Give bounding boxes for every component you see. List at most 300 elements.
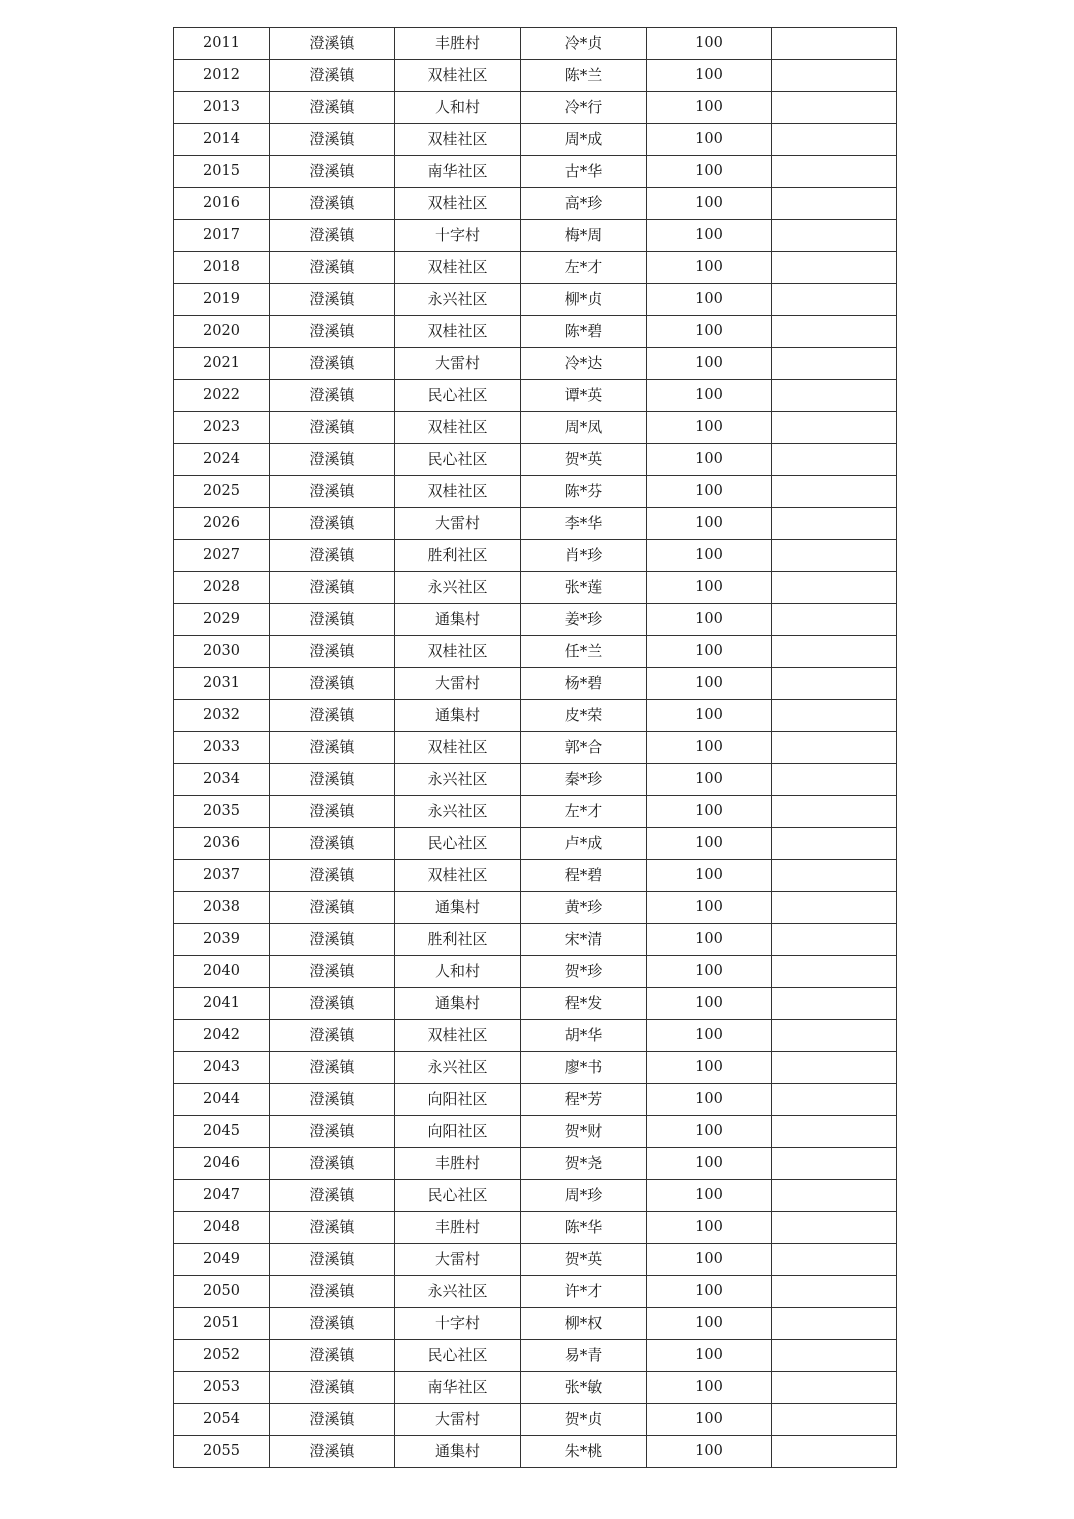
table-row	[174, 1116, 897, 1148]
village-cell: 民心社区	[395, 380, 521, 412]
town-cell: 澄溪镇	[270, 316, 395, 348]
amount-cell: 100	[647, 828, 772, 860]
village-cell: 双桂社区	[395, 188, 521, 220]
table-row	[174, 60, 897, 92]
row-number-cell: 2029	[174, 604, 270, 636]
amount-cell: 100	[647, 1308, 772, 1340]
row-number-cell: 2023	[174, 412, 270, 444]
town-cell: 澄溪镇	[270, 828, 395, 860]
name-cell: 贺*英	[521, 444, 647, 476]
name-cell: 张*莲	[521, 572, 647, 604]
name-cell: 周*凤	[521, 412, 647, 444]
row-number-cell: 2018	[174, 252, 270, 284]
name-cell: 梅*周	[521, 220, 647, 252]
remark-cell	[772, 892, 897, 924]
village-cell: 胜利社区	[395, 540, 521, 572]
remark-cell	[772, 508, 897, 540]
table-row	[174, 1436, 897, 1468]
table-row	[174, 316, 897, 348]
village-cell: 永兴社区	[395, 572, 521, 604]
table-row	[174, 1372, 897, 1404]
town-cell: 澄溪镇	[270, 1372, 395, 1404]
name-cell: 冷*贞	[521, 28, 647, 60]
amount-cell: 100	[647, 1148, 772, 1180]
town-cell: 澄溪镇	[270, 156, 395, 188]
table-row	[174, 988, 897, 1020]
town-cell: 澄溪镇	[270, 124, 395, 156]
amount-cell: 100	[647, 1084, 772, 1116]
village-cell: 南华社区	[395, 156, 521, 188]
name-cell: 冷*行	[521, 92, 647, 124]
table-row	[174, 1404, 897, 1436]
remark-cell	[772, 1020, 897, 1052]
remark-cell	[772, 220, 897, 252]
remark-cell	[772, 28, 897, 60]
town-cell: 澄溪镇	[270, 604, 395, 636]
village-cell: 永兴社区	[395, 1052, 521, 1084]
amount-cell: 100	[647, 1372, 772, 1404]
row-number-cell: 2025	[174, 476, 270, 508]
town-cell: 澄溪镇	[270, 700, 395, 732]
village-cell: 民心社区	[395, 1340, 521, 1372]
remark-cell	[772, 572, 897, 604]
remark-cell	[772, 1084, 897, 1116]
town-cell: 澄溪镇	[270, 188, 395, 220]
village-cell: 人和村	[395, 956, 521, 988]
remark-cell	[772, 860, 897, 892]
row-number-cell: 2017	[174, 220, 270, 252]
table-row	[174, 572, 897, 604]
name-cell: 卢*成	[521, 828, 647, 860]
amount-cell: 100	[647, 444, 772, 476]
amount-cell: 100	[647, 92, 772, 124]
row-number-cell: 2039	[174, 924, 270, 956]
town-cell: 澄溪镇	[270, 988, 395, 1020]
name-cell: 廖*书	[521, 1052, 647, 1084]
row-number-cell: 2012	[174, 60, 270, 92]
town-cell: 澄溪镇	[270, 732, 395, 764]
remark-cell	[772, 380, 897, 412]
row-number-cell: 2054	[174, 1404, 270, 1436]
name-cell: 程*芳	[521, 1084, 647, 1116]
row-number-cell: 2053	[174, 1372, 270, 1404]
remark-cell	[772, 956, 897, 988]
amount-cell: 100	[647, 1212, 772, 1244]
remark-cell	[772, 700, 897, 732]
name-cell: 李*华	[521, 508, 647, 540]
village-cell: 双桂社区	[395, 316, 521, 348]
name-cell: 贺*英	[521, 1244, 647, 1276]
amount-cell: 100	[647, 124, 772, 156]
amount-cell: 100	[647, 476, 772, 508]
name-cell: 柳*贞	[521, 284, 647, 316]
name-cell: 胡*华	[521, 1020, 647, 1052]
amount-cell: 100	[647, 892, 772, 924]
village-cell: 大雷村	[395, 1404, 521, 1436]
amount-cell: 100	[647, 700, 772, 732]
name-cell: 冷*达	[521, 348, 647, 380]
row-number-cell: 2043	[174, 1052, 270, 1084]
town-cell: 澄溪镇	[270, 1116, 395, 1148]
amount-cell: 100	[647, 1340, 772, 1372]
name-cell: 高*珍	[521, 188, 647, 220]
remark-cell	[772, 1308, 897, 1340]
name-cell: 左*才	[521, 252, 647, 284]
village-cell: 民心社区	[395, 1180, 521, 1212]
row-number-cell: 2050	[174, 1276, 270, 1308]
town-cell: 澄溪镇	[270, 1084, 395, 1116]
town-cell: 澄溪镇	[270, 220, 395, 252]
remark-cell	[772, 252, 897, 284]
name-cell: 宋*清	[521, 924, 647, 956]
table-row	[174, 540, 897, 572]
town-cell: 澄溪镇	[270, 444, 395, 476]
table-row	[174, 860, 897, 892]
village-cell: 双桂社区	[395, 732, 521, 764]
row-number-cell: 2044	[174, 1084, 270, 1116]
row-number-cell: 2038	[174, 892, 270, 924]
town-cell: 澄溪镇	[270, 956, 395, 988]
village-cell: 向阳社区	[395, 1116, 521, 1148]
row-number-cell: 2019	[174, 284, 270, 316]
row-number-cell: 2052	[174, 1340, 270, 1372]
table-row	[174, 412, 897, 444]
town-cell: 澄溪镇	[270, 284, 395, 316]
village-cell: 大雷村	[395, 508, 521, 540]
row-number-cell: 2042	[174, 1020, 270, 1052]
town-cell: 澄溪镇	[270, 540, 395, 572]
remark-cell	[772, 540, 897, 572]
row-number-cell: 2031	[174, 668, 270, 700]
row-number-cell: 2020	[174, 316, 270, 348]
row-number-cell: 2034	[174, 764, 270, 796]
name-cell: 周*成	[521, 124, 647, 156]
table-row	[174, 604, 897, 636]
town-cell: 澄溪镇	[270, 1244, 395, 1276]
amount-cell: 100	[647, 28, 772, 60]
remark-cell	[772, 348, 897, 380]
town-cell: 澄溪镇	[270, 924, 395, 956]
amount-cell: 100	[647, 1180, 772, 1212]
town-cell: 澄溪镇	[270, 92, 395, 124]
row-number-cell: 2022	[174, 380, 270, 412]
remark-cell	[772, 796, 897, 828]
table-row	[174, 476, 897, 508]
amount-cell: 100	[647, 572, 772, 604]
table-row	[174, 636, 897, 668]
table-row	[174, 380, 897, 412]
amount-cell: 100	[647, 668, 772, 700]
town-cell: 澄溪镇	[270, 1308, 395, 1340]
amount-cell: 100	[647, 60, 772, 92]
remark-cell	[772, 732, 897, 764]
remark-cell	[772, 60, 897, 92]
amount-cell: 100	[647, 188, 772, 220]
row-number-cell: 2051	[174, 1308, 270, 1340]
town-cell: 澄溪镇	[270, 60, 395, 92]
amount-cell: 100	[647, 252, 772, 284]
remark-cell	[772, 636, 897, 668]
row-number-cell: 2032	[174, 700, 270, 732]
amount-cell: 100	[647, 348, 772, 380]
table-row	[174, 764, 897, 796]
village-cell: 南华社区	[395, 1372, 521, 1404]
table-row	[174, 1148, 897, 1180]
village-cell: 双桂社区	[395, 60, 521, 92]
remark-cell	[772, 668, 897, 700]
remark-cell	[772, 1436, 897, 1468]
town-cell: 澄溪镇	[270, 764, 395, 796]
village-cell: 大雷村	[395, 668, 521, 700]
village-cell: 大雷村	[395, 1244, 521, 1276]
name-cell: 皮*荣	[521, 700, 647, 732]
amount-cell: 100	[647, 1436, 772, 1468]
row-number-cell: 2026	[174, 508, 270, 540]
remark-cell	[772, 92, 897, 124]
town-cell: 澄溪镇	[270, 1212, 395, 1244]
name-cell: 张*敏	[521, 1372, 647, 1404]
table-row	[174, 348, 897, 380]
town-cell: 澄溪镇	[270, 28, 395, 60]
table-row	[174, 284, 897, 316]
town-cell: 澄溪镇	[270, 1404, 395, 1436]
amount-cell: 100	[647, 1116, 772, 1148]
town-cell: 澄溪镇	[270, 348, 395, 380]
village-cell: 丰胜村	[395, 28, 521, 60]
amount-cell: 100	[647, 316, 772, 348]
village-cell: 通集村	[395, 988, 521, 1020]
name-cell: 柳*权	[521, 1308, 647, 1340]
town-cell: 澄溪镇	[270, 1052, 395, 1084]
row-number-cell: 2013	[174, 92, 270, 124]
name-cell: 朱*桃	[521, 1436, 647, 1468]
name-cell: 姜*珍	[521, 604, 647, 636]
table-row	[174, 892, 897, 924]
village-cell: 大雷村	[395, 348, 521, 380]
remark-cell	[772, 124, 897, 156]
row-number-cell: 2021	[174, 348, 270, 380]
name-cell: 易*青	[521, 1340, 647, 1372]
village-cell: 十字村	[395, 1308, 521, 1340]
amount-cell: 100	[647, 796, 772, 828]
row-number-cell: 2047	[174, 1180, 270, 1212]
name-cell: 程*发	[521, 988, 647, 1020]
town-cell: 澄溪镇	[270, 892, 395, 924]
town-cell: 澄溪镇	[270, 476, 395, 508]
row-number-cell: 2049	[174, 1244, 270, 1276]
town-cell: 澄溪镇	[270, 1148, 395, 1180]
village-cell: 丰胜村	[395, 1148, 521, 1180]
village-cell: 永兴社区	[395, 284, 521, 316]
row-number-cell: 2028	[174, 572, 270, 604]
name-cell: 秦*珍	[521, 764, 647, 796]
village-cell: 人和村	[395, 92, 521, 124]
name-cell: 任*兰	[521, 636, 647, 668]
amount-cell: 100	[647, 540, 772, 572]
row-number-cell: 2033	[174, 732, 270, 764]
row-number-cell: 2040	[174, 956, 270, 988]
row-number-cell: 2037	[174, 860, 270, 892]
row-number-cell: 2041	[174, 988, 270, 1020]
amount-cell: 100	[647, 764, 772, 796]
village-cell: 双桂社区	[395, 124, 521, 156]
village-cell: 向阳社区	[395, 1084, 521, 1116]
table-row	[174, 188, 897, 220]
name-cell: 陈*碧	[521, 316, 647, 348]
remark-cell	[772, 188, 897, 220]
town-cell: 澄溪镇	[270, 1180, 395, 1212]
row-number-cell: 2048	[174, 1212, 270, 1244]
amount-cell: 100	[647, 220, 772, 252]
row-number-cell: 2046	[174, 1148, 270, 1180]
row-number-cell: 2035	[174, 796, 270, 828]
town-cell: 澄溪镇	[270, 252, 395, 284]
remark-cell	[772, 828, 897, 860]
town-cell: 澄溪镇	[270, 1020, 395, 1052]
name-cell: 贺*尧	[521, 1148, 647, 1180]
table-row	[174, 828, 897, 860]
village-cell: 民心社区	[395, 444, 521, 476]
name-cell: 陈*芬	[521, 476, 647, 508]
name-cell: 黄*珍	[521, 892, 647, 924]
village-cell: 双桂社区	[395, 636, 521, 668]
amount-cell: 100	[647, 284, 772, 316]
amount-cell: 100	[647, 988, 772, 1020]
roster-table-body	[174, 28, 897, 1468]
remark-cell	[772, 764, 897, 796]
name-cell: 郭*合	[521, 732, 647, 764]
table-row	[174, 1052, 897, 1084]
remark-cell	[772, 924, 897, 956]
table-row	[174, 28, 897, 60]
table-row	[174, 156, 897, 188]
amount-cell: 100	[647, 412, 772, 444]
row-number-cell: 2024	[174, 444, 270, 476]
village-cell: 丰胜村	[395, 1212, 521, 1244]
row-number-cell: 2011	[174, 28, 270, 60]
remark-cell	[772, 444, 897, 476]
table-row	[174, 1180, 897, 1212]
table-row	[174, 924, 897, 956]
remark-cell	[772, 476, 897, 508]
table-row	[174, 444, 897, 476]
town-cell: 澄溪镇	[270, 1276, 395, 1308]
village-cell: 民心社区	[395, 828, 521, 860]
table-row	[174, 732, 897, 764]
remark-cell	[772, 412, 897, 444]
table-row	[174, 124, 897, 156]
town-cell: 澄溪镇	[270, 796, 395, 828]
remark-cell	[772, 1212, 897, 1244]
name-cell: 谭*英	[521, 380, 647, 412]
village-cell: 通集村	[395, 604, 521, 636]
town-cell: 澄溪镇	[270, 508, 395, 540]
remark-cell	[772, 1244, 897, 1276]
table-row	[174, 1244, 897, 1276]
remark-cell	[772, 1372, 897, 1404]
remark-cell	[772, 156, 897, 188]
table-row	[174, 1276, 897, 1308]
name-cell: 周*珍	[521, 1180, 647, 1212]
table-row	[174, 1308, 897, 1340]
village-cell: 双桂社区	[395, 412, 521, 444]
remark-cell	[772, 316, 897, 348]
town-cell: 澄溪镇	[270, 668, 395, 700]
table-row	[174, 956, 897, 988]
name-cell: 陈*华	[521, 1212, 647, 1244]
name-cell: 肖*珍	[521, 540, 647, 572]
table-row	[174, 1340, 897, 1372]
village-cell: 通集村	[395, 1436, 521, 1468]
amount-cell: 100	[647, 380, 772, 412]
name-cell: 古*华	[521, 156, 647, 188]
town-cell: 澄溪镇	[270, 572, 395, 604]
village-cell: 十字村	[395, 220, 521, 252]
name-cell: 杨*碧	[521, 668, 647, 700]
name-cell: 贺*贞	[521, 1404, 647, 1436]
name-cell: 陈*兰	[521, 60, 647, 92]
remark-cell	[772, 284, 897, 316]
town-cell: 澄溪镇	[270, 1436, 395, 1468]
village-cell: 胜利社区	[395, 924, 521, 956]
amount-cell: 100	[647, 860, 772, 892]
row-number-cell: 2015	[174, 156, 270, 188]
village-cell: 永兴社区	[395, 1276, 521, 1308]
row-number-cell: 2055	[174, 1436, 270, 1468]
amount-cell: 100	[647, 924, 772, 956]
table-row	[174, 796, 897, 828]
remark-cell	[772, 1148, 897, 1180]
name-cell: 许*才	[521, 1276, 647, 1308]
remark-cell	[772, 988, 897, 1020]
amount-cell: 100	[647, 1020, 772, 1052]
town-cell: 澄溪镇	[270, 380, 395, 412]
amount-cell: 100	[647, 956, 772, 988]
village-cell: 永兴社区	[395, 764, 521, 796]
amount-cell: 100	[647, 1052, 772, 1084]
table-row	[174, 92, 897, 124]
roster-table	[173, 27, 897, 1468]
amount-cell: 100	[647, 636, 772, 668]
amount-cell: 100	[647, 508, 772, 540]
row-number-cell: 2036	[174, 828, 270, 860]
amount-cell: 100	[647, 1276, 772, 1308]
town-cell: 澄溪镇	[270, 412, 395, 444]
name-cell: 程*碧	[521, 860, 647, 892]
town-cell: 澄溪镇	[270, 1340, 395, 1372]
village-cell: 通集村	[395, 700, 521, 732]
amount-cell: 100	[647, 1244, 772, 1276]
amount-cell: 100	[647, 156, 772, 188]
village-cell: 通集村	[395, 892, 521, 924]
village-cell: 永兴社区	[395, 796, 521, 828]
remark-cell	[772, 1404, 897, 1436]
amount-cell: 100	[647, 732, 772, 764]
remark-cell	[772, 1180, 897, 1212]
village-cell: 双桂社区	[395, 860, 521, 892]
table-row	[174, 508, 897, 540]
town-cell: 澄溪镇	[270, 860, 395, 892]
table-row	[174, 700, 897, 732]
row-number-cell: 2027	[174, 540, 270, 572]
table-row	[174, 252, 897, 284]
row-number-cell: 2030	[174, 636, 270, 668]
row-number-cell: 2045	[174, 1116, 270, 1148]
remark-cell	[772, 1116, 897, 1148]
remark-cell	[772, 604, 897, 636]
table-row	[174, 1212, 897, 1244]
remark-cell	[772, 1052, 897, 1084]
